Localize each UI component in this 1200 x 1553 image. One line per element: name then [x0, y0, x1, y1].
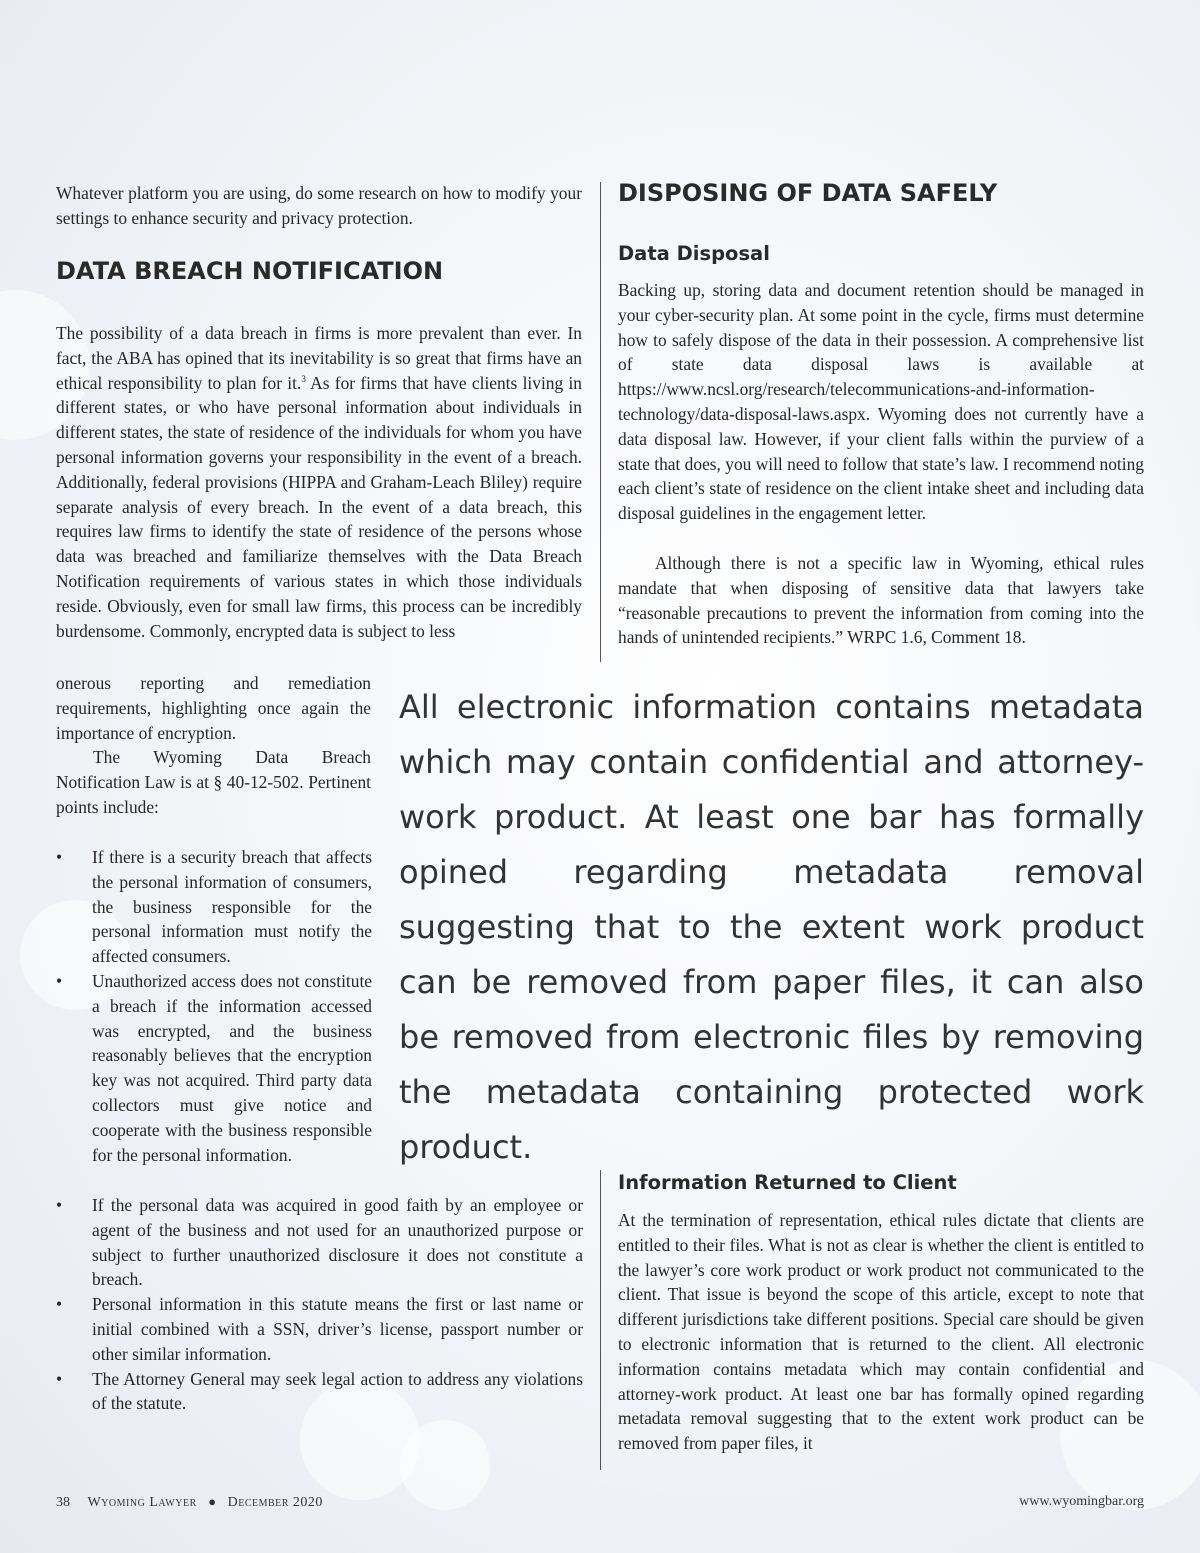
website-link[interactable]: www.wyomingbar.org: [1019, 1494, 1144, 1509]
column-divider: [600, 182, 601, 662]
issue-date: December 2020: [227, 1495, 323, 1510]
narrow-bullet-list: [56, 845, 372, 1167]
list-item: • If there is a security breach that affects the personal information of consumers, the business responsible for the personal information must notify the affected consumers.: [56, 845, 372, 969]
breach-paragraph-start: The possibility of a data breach in firms is more prevalent than ever. In fact, the ABA has opined that its inevitability is so great that firms have an ethical responsibility to plan for it.: [56, 323, 582, 393]
info-returned-paragraph: At the termination of representation, ethical rules dictate that clients are entitled to their files. What is not as clear is whether the client is entitled to the lawyer’s core work product or work product not communicated to the client. That issue is beyond the scope of this article, except to note that different jurisdictions take different positions. Special care should be given to electronic information that is returned to the client. All electronic information contains metadata which may contain confidential and attorney-work product. At least one bar has formally opined regarding metadata removal suggesting that to the extent work product can be removed from paper files, it: [618, 1210, 1144, 1454]
publication-name: Wyoming Lawyer: [87, 1495, 197, 1510]
background-bubble: [400, 1420, 490, 1510]
ethical-rules-paragraph: Although there is not a specific law in Wyoming, ethical rules mandate that when disposing of sensitive data that lawyers take “reasonable precautions to prevent the information from coming into the hands of unintended recipients.” WRPC 1.6, Comment 18.: [618, 553, 1144, 648]
list-item: • If the personal data was acquired in good faith by an employee or agent of the business and not used for an unauthorized purpose or subject to further unauthorized disclosure it does not constitute a breach.: [56, 1193, 583, 1292]
footnote-marker[interactable]: 3: [301, 373, 306, 384]
info-returned-subheading: Information Returned to Client: [618, 1171, 957, 1194]
list-item: • Personal information in this statute means the first or last name or initial combined with a SSN, driver’s license, passport number or other similar information.: [56, 1292, 583, 1366]
page-footer: [56, 1494, 323, 1511]
disposing-data-heading: DISPOSING OF DATA SAFELY: [618, 179, 998, 207]
breach-paragraph-continued: onerous reporting and remediation requirements, highlighting once again the importance of encryption.: [56, 673, 371, 743]
wyoming-law-paragraph: The Wyoming Data Breach Notification Law is at § 40-12-502. Pertinent points include:: [56, 747, 371, 817]
page-number: 38: [56, 1495, 70, 1510]
column-divider: [600, 1170, 601, 1470]
breach-paragraph: [56, 321, 582, 643]
data-disposal-paragraph: Backing up, storing data and document retention should be managed in your cyber-security plan. At some point in the cycle, firms must determine how to safely dispose of the data in their possession. A comprehensive list of state data disposal laws is available at https://www.ncsl.org/research/telecommunications-and-information-technology/data-disposal-laws.aspx. Wyoming does not currently have a data disposal law. However, if your client falls within the purview of a state that does, you will need to follow that state’s law. I recommend noting each client’s state of residence on the client intake sheet and including data disposal guidelines in the engagement letter.: [618, 280, 1144, 524]
wide-bullet-list: [56, 1193, 583, 1416]
intro-paragraph: Whatever platform you are using, do some research on how to modify your settings to enhance security and privacy protection.: [56, 183, 582, 228]
list-item: • Unauthorized access does not constitute a breach if the information accessed was encrypted, and the business reasonably believes that the encryption key was not acquired. Third party data collectors must give notice and cooperate with the business responsible for the personal information.: [56, 969, 372, 1167]
data-breach-heading: DATA BREACH NOTIFICATION: [56, 257, 444, 285]
data-disposal-subheading: Data Disposal: [618, 242, 770, 265]
bullet-separator-icon: ●: [208, 1494, 217, 1509]
list-item: • The Attorney General may seek legal action to address any violations of the statute.: [56, 1367, 583, 1417]
pull-quote: All electronic information contains metadata which may contain confidential and attorney-work product. At least one bar has formally opined regarding metadata removal suggesting that to the extent work product can be removed from paper files, it can also be removed from electronic files by removing the metadata containing protected work product.: [399, 688, 1144, 1166]
breach-paragraph-end: As for firms that have clients living in different states, or who have personal information about individuals in different states, the state of residence of the individuals for whom you have personal information governs your responsibility in the event of a breach. Additionally, federal provisions (HIPPA and Graham-Leach Bliley) require separate analysis of every breach. In the event of a data breach, this requires law firms to identify the state of residence of the persons whose data was breached and familiarize themselves with the Data Breach Notification requirements of various states in which those individuals reside. Obviously, even for small law firms, this process can be incredibly burdensome. Commonly, encrypted data is subject to less: [56, 372, 583, 641]
